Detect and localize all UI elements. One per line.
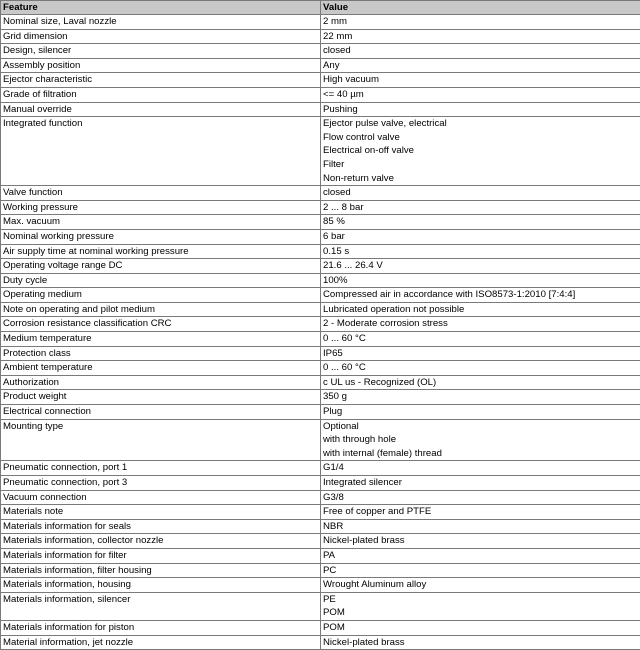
value-line: PC — [323, 564, 638, 578]
value-cell — [321, 259, 640, 274]
value-line: 0 ... 60 °C — [323, 361, 638, 375]
table-row — [1, 186, 640, 201]
table-row — [1, 534, 640, 549]
value-line: closed — [323, 44, 638, 58]
feature-cell: Materials information, filter housing — [1, 563, 321, 578]
table-row — [1, 102, 640, 117]
feature-cell: Manual override — [1, 102, 321, 117]
feature-cell: Pneumatic connection, port 1 — [1, 461, 321, 476]
feature-cell: Integrated function — [1, 117, 321, 186]
value-cell — [321, 44, 640, 59]
value-line: Integrated silencer — [323, 476, 638, 490]
feature-cell: Authorization — [1, 375, 321, 390]
value-cell — [321, 29, 640, 44]
table-row — [1, 15, 640, 30]
value-cell — [321, 229, 640, 244]
value-line: G3/8 — [323, 491, 638, 505]
value-line: Flow control valve — [323, 131, 638, 145]
feature-cell: Mounting type — [1, 419, 321, 461]
value-line: POM — [323, 621, 638, 635]
value-cell — [321, 58, 640, 73]
feature-cell: Note on operating and pilot medium — [1, 302, 321, 317]
value-line: High vacuum — [323, 73, 638, 87]
value-line: 100% — [323, 274, 638, 288]
value-line: 6 bar — [323, 230, 638, 244]
value-line: Plug — [323, 405, 638, 419]
feature-cell: Operating voltage range DC — [1, 259, 321, 274]
feature-cell: Assembly position — [1, 58, 321, 73]
value-line: 22 mm — [323, 30, 638, 44]
value-cell — [321, 317, 640, 332]
feature-cell: Working pressure — [1, 200, 321, 215]
value-line: <= 40 µm — [323, 88, 638, 102]
value-line: Filter — [323, 158, 638, 172]
feature-cell: Materials information, silencer — [1, 592, 321, 620]
value-cell — [321, 461, 640, 476]
value-cell — [321, 215, 640, 230]
value-line: 2 - Moderate corrosion stress — [323, 317, 638, 331]
table-row — [1, 346, 640, 361]
table-row — [1, 332, 640, 347]
feature-cell: Ambient temperature — [1, 361, 321, 376]
feature-cell: Pneumatic connection, port 3 — [1, 476, 321, 491]
feature-cell: Material information, jet nozzle — [1, 635, 321, 650]
table-row — [1, 620, 640, 635]
feature-cell: Materials information for piston — [1, 620, 321, 635]
value-cell — [321, 87, 640, 102]
table-row — [1, 259, 640, 274]
feature-cell: Air supply time at nominal working pressure — [1, 244, 321, 259]
table-row — [1, 476, 640, 491]
feature-cell: Design, silencer — [1, 44, 321, 59]
value-cell — [321, 186, 640, 201]
value-cell — [321, 405, 640, 420]
table-row — [1, 244, 640, 259]
feature-cell: Electrical connection — [1, 405, 321, 420]
value-cell — [321, 117, 640, 186]
table-row — [1, 548, 640, 563]
table-row — [1, 58, 640, 73]
table-row — [1, 200, 640, 215]
value-line: NBR — [323, 520, 638, 534]
value-cell — [321, 519, 640, 534]
table-row — [1, 87, 640, 102]
value-cell — [321, 346, 640, 361]
column-header-value: Value — [321, 1, 640, 15]
feature-cell: Nominal working pressure — [1, 229, 321, 244]
feature-cell: Protection class — [1, 346, 321, 361]
value-cell — [321, 361, 640, 376]
table-row — [1, 302, 640, 317]
value-cell — [321, 505, 640, 520]
value-line: Nickel-plated brass — [323, 534, 638, 548]
value-cell — [321, 592, 640, 620]
table-row — [1, 390, 640, 405]
table-body — [1, 15, 640, 650]
feature-cell: Materials information, collector nozzle — [1, 534, 321, 549]
value-line: Lubricated operation not possible — [323, 303, 638, 317]
feature-cell: Materials information for filter — [1, 548, 321, 563]
value-line: Ejector pulse valve, electrical — [323, 117, 638, 131]
table-row — [1, 117, 640, 186]
table-row — [1, 490, 640, 505]
feature-cell: Max. vacuum — [1, 215, 321, 230]
value-line: IP65 — [323, 347, 638, 361]
feature-cell: Nominal size, Laval nozzle — [1, 15, 321, 30]
value-line: PA — [323, 549, 638, 563]
value-line: with through hole — [323, 433, 638, 447]
feature-cell: Operating medium — [1, 288, 321, 303]
feature-cell: Corrosion resistance classification CRC — [1, 317, 321, 332]
value-line: with internal (female) thread — [323, 447, 638, 461]
value-line: Wrought Aluminum alloy — [323, 578, 638, 592]
table-row — [1, 361, 640, 376]
value-cell — [321, 15, 640, 30]
value-cell — [321, 288, 640, 303]
value-line: 0 ... 60 °C — [323, 332, 638, 346]
table-row — [1, 29, 640, 44]
value-cell — [321, 200, 640, 215]
table-header-row — [1, 1, 640, 15]
value-cell — [321, 332, 640, 347]
table-row — [1, 635, 640, 650]
table-row — [1, 44, 640, 59]
feature-cell: Materials information, housing — [1, 578, 321, 593]
table-row — [1, 375, 640, 390]
feature-cell: Product weight — [1, 390, 321, 405]
value-line: PE — [323, 593, 638, 607]
table-row — [1, 563, 640, 578]
table-row — [1, 419, 640, 461]
table-row — [1, 592, 640, 620]
column-header-feature: Feature — [1, 1, 321, 15]
value-cell — [321, 635, 640, 650]
value-cell — [321, 244, 640, 259]
table-row — [1, 317, 640, 332]
table-row — [1, 519, 640, 534]
value-cell — [321, 302, 640, 317]
value-line: Non-return valve — [323, 172, 638, 186]
value-line: Nickel-plated brass — [323, 636, 638, 650]
value-line: Electrical on-off valve — [323, 144, 638, 158]
feature-cell: Valve function — [1, 186, 321, 201]
value-line: 85 % — [323, 215, 638, 229]
feature-cell: Grid dimension — [1, 29, 321, 44]
value-cell — [321, 490, 640, 505]
feature-cell: Vacuum connection — [1, 490, 321, 505]
value-line: Optional — [323, 420, 638, 434]
value-line: Free of copper and PTFE — [323, 505, 638, 519]
table-row — [1, 578, 640, 593]
value-line: POM — [323, 606, 638, 620]
value-line: Any — [323, 59, 638, 73]
value-cell — [321, 548, 640, 563]
feature-cell: Medium temperature — [1, 332, 321, 347]
table-row — [1, 288, 640, 303]
feature-cell: Materials information for seals — [1, 519, 321, 534]
value-cell — [321, 534, 640, 549]
value-cell — [321, 563, 640, 578]
value-line: closed — [323, 186, 638, 200]
value-cell — [321, 578, 640, 593]
value-line: Compressed air in accordance with ISO8573-1:2010 [7:4:4] — [323, 288, 638, 302]
value-cell — [321, 390, 640, 405]
table-row — [1, 405, 640, 420]
feature-cell: Materials note — [1, 505, 321, 520]
value-line: 21.6 ... 26.4 V — [323, 259, 638, 273]
value-cell — [321, 375, 640, 390]
table-row — [1, 273, 640, 288]
value-line: 2 ... 8 bar — [323, 201, 638, 215]
value-cell — [321, 476, 640, 491]
table-row — [1, 505, 640, 520]
table-row — [1, 229, 640, 244]
feature-cell: Duty cycle — [1, 273, 321, 288]
value-line: 0.15 s — [323, 245, 638, 259]
feature-cell: Grade of filtration — [1, 87, 321, 102]
value-cell — [321, 73, 640, 88]
value-line: c UL us - Recognized (OL) — [323, 376, 638, 390]
feature-cell: Ejector characteristic — [1, 73, 321, 88]
table-row — [1, 461, 640, 476]
value-cell — [321, 273, 640, 288]
value-line: G1/4 — [323, 461, 638, 475]
value-line: 2 mm — [323, 15, 638, 29]
value-line: 350 g — [323, 390, 638, 404]
value-cell — [321, 620, 640, 635]
value-line: Pushing — [323, 103, 638, 117]
table-row — [1, 73, 640, 88]
table-row — [1, 215, 640, 230]
value-cell — [321, 419, 640, 461]
value-cell — [321, 102, 640, 117]
